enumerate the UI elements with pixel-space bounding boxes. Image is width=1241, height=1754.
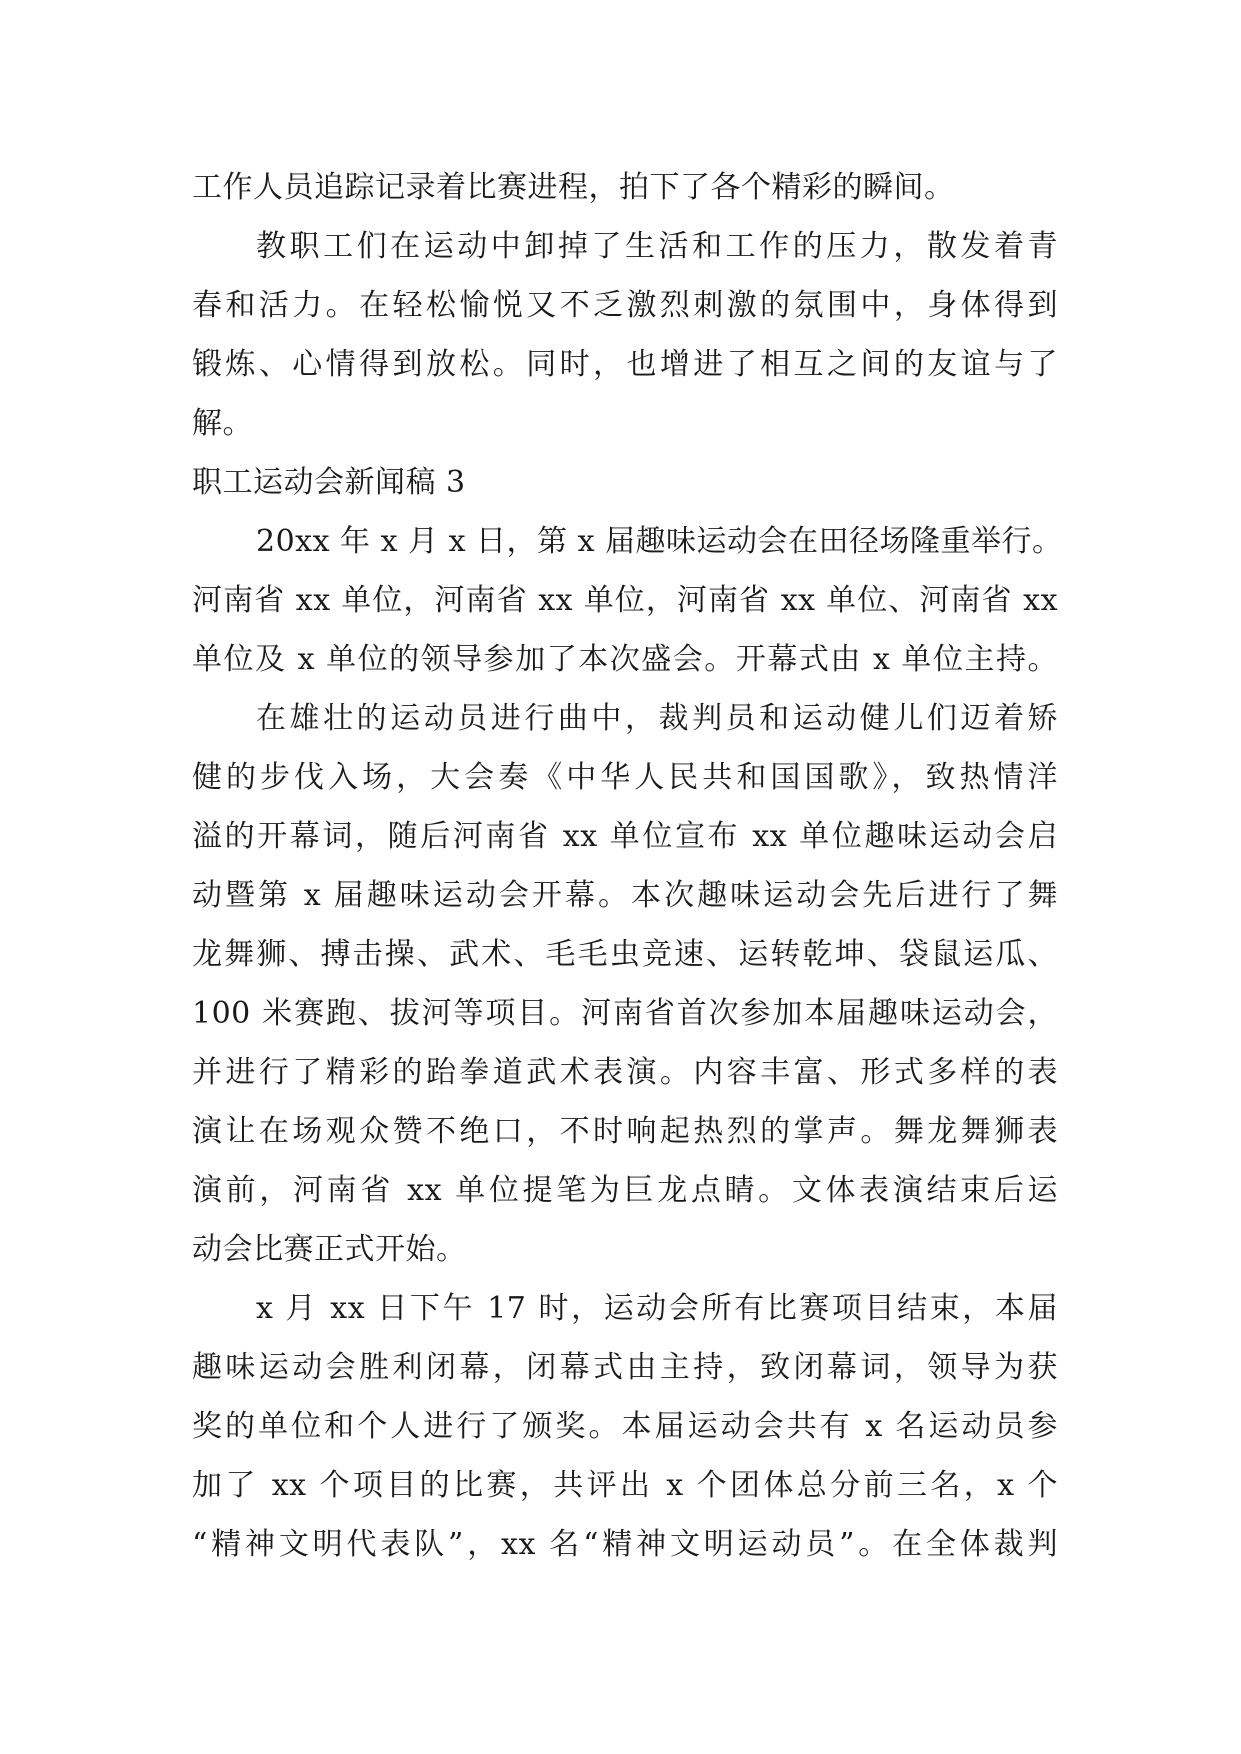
paragraph-5 [192, 1279, 1058, 1574]
text-line: 溢的开幕词，随后河南省 xx 单位宣布 xx 单位趣味运动会启 [192, 819, 1058, 854]
paragraph-1 [192, 158, 1058, 217]
text-line: 100 米赛跑、拔河等项目。河南省首次参加本届趣味运动会， [192, 996, 1058, 1031]
text-line: 在雄壮的运动员进行曲中，裁判员和运动健儿们迈着矫 [256, 701, 1058, 736]
text-line: 单位及 x 单位的领导参加了本次盛会。开幕式由 x 单位主持。 [192, 642, 1058, 677]
text-line: 20xx 年 x 月 x 日，第 x 届趣味运动会在田径场隆重举行。 [256, 524, 1063, 559]
text-line: 工作人员追踪记录着比赛进程，拍下了各个精彩的瞬间。 [192, 170, 955, 205]
text-line: 解。 [192, 406, 253, 441]
paragraph-4 [192, 689, 1058, 1279]
text-line: 教职工们在运动中卸掉了生活和工作的压力，散发着青 [256, 229, 1058, 264]
document-page [192, 158, 1063, 1574]
text-line: 动会比赛正式开始。 [192, 1232, 467, 1267]
section-heading: 职工运动会新闻稿 3 [192, 465, 466, 500]
text-line: 并进行了精彩的跆拳道武术表演。内容丰富、形式多样的表 [192, 1055, 1058, 1090]
paragraph-2 [192, 217, 1058, 453]
text-line: 演前，河南省 xx 单位提笔为巨龙点睛。文体表演结束后运 [192, 1173, 1058, 1208]
text-line: x 月 xx 日下午 17 时，运动会所有比赛项目结束，本届 [256, 1291, 1058, 1326]
text-line: 龙舞狮、搏击操、武术、毛毛虫竞速、运转乾坤、袋鼠运瓜、 [192, 937, 1058, 972]
text-line: 加了 xx 个项目的比赛，共评出 x 个团体总分前三名，x 个 [192, 1468, 1058, 1503]
text-line: 健的步伐入场，大会奏《中华人民共和国国歌》，致热情洋 [192, 760, 1058, 795]
text-line: 演让在场观众赞不绝口，不时响起热烈的掌声。舞龙舞狮表 [192, 1114, 1058, 1149]
paragraph-3 [192, 512, 1063, 689]
text-line: 河南省 xx 单位，河南省 xx 单位，河南省 xx 单位、河南省 xx [192, 583, 1058, 618]
text-line: “精神文明代表队”，xx 名“精神文明运动员”。在全体裁判 [192, 1527, 1058, 1562]
text-line: 锻炼、心情得到放松。同时，也增进了相互之间的友谊与了 [192, 347, 1058, 382]
text-line: 趣味运动会胜利闭幕，闭幕式由主持，致闭幕词，领导为获 [192, 1350, 1058, 1385]
text-line: 动暨第 x 届趣味运动会开幕。本次趣味运动会先后进行了舞 [192, 878, 1058, 913]
text-line: 春和活力。在轻松愉悦又不乏激烈刺激的氛围中，身体得到 [192, 288, 1058, 323]
text-line: 奖的单位和个人进行了颁奖。本届运动会共有 x 名运动员参 [192, 1409, 1058, 1444]
